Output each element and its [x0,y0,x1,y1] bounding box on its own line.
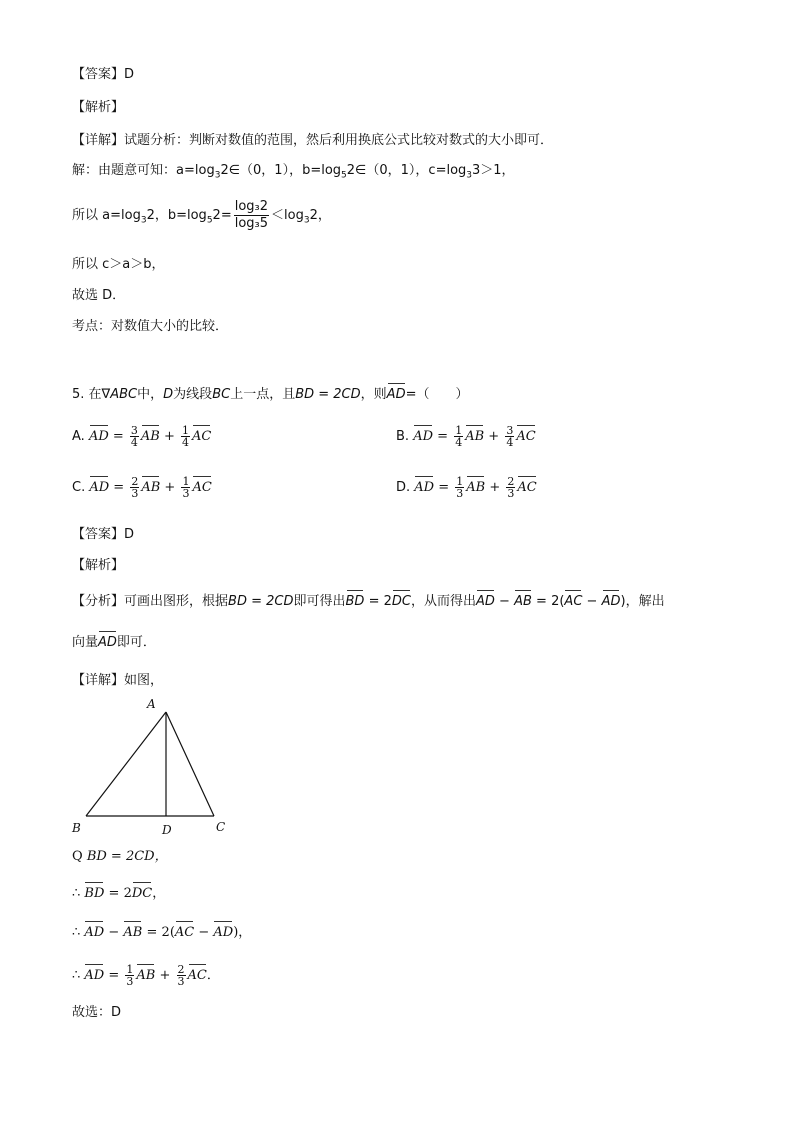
label-d: D [162,823,172,837]
lt-rest: 2， [309,208,331,223]
option-label: A. [72,429,85,444]
den: 4 [506,436,514,449]
vector-ad: AD [84,925,105,940]
solve-line [72,162,515,185]
sub: 3 [140,215,147,226]
so-label: 所以 [72,208,103,223]
vector-ab: AB [141,480,161,495]
vector-ad: AD [88,429,109,444]
vector-ad: AD [213,925,234,940]
vector-dc: DC [131,886,153,901]
solve-c: c=log [428,163,467,178]
solve-label: 解：由题意可知： [72,163,177,178]
answer-line-q5 [72,526,134,544]
stem-text: =（ ） [405,387,469,402]
answer-value: D [124,67,135,82]
so-a-rest: 2， [146,208,168,223]
so-line [72,198,331,239]
option-b[interactable]: B. AD = $\frac{1}{4}$ AB + $\frac{3}{4}$ AC [396,424,536,449]
vector-word: 向量 [72,635,99,650]
num: 3 [130,424,138,437]
question-number: 5. 在 [72,387,102,402]
lt-log: ＜log [271,208,304,223]
coef-two: 2 [161,925,170,940]
vector-ad: AD [89,480,110,495]
answer-tag: 【答案】 [72,67,125,82]
analysis-tag: 【解析】 [72,100,125,115]
fenxi-text: 可画出图形，根据 [124,594,229,609]
side-ab [86,712,166,816]
vector-ab: AB [123,925,143,940]
analysis-tag-prev [72,99,124,117]
vector-ab: AB [465,429,485,444]
coef-1 [455,476,464,499]
coef-two: 2 [123,886,132,901]
num: 2 [507,475,515,488]
frac-den: log₃5 [234,216,269,231]
log-fraction [234,199,269,232]
coef-2 [181,425,190,448]
den: 3 [177,975,185,988]
solve-a-rest: 2∈（0，1）， [220,163,303,178]
vector-ad: AD [476,594,495,609]
so-b-rest: 2= [212,208,232,223]
so-conclusion: 所以 c＞a＞b， [72,257,165,272]
coef-1 [130,425,139,448]
step-3: ∴ AD = $\frac{1}{3}$ AB + $\frac{2}{3}$ AC． [72,963,220,988]
fenxi-text: 即可． [116,635,156,650]
therefore-symbol: ∴ [72,886,81,901]
detail-tag: 【详解】 [72,133,125,148]
answer-line-prev [72,66,134,84]
den: 3 [507,487,515,500]
vector-ac: AC [517,480,537,495]
coef-1 [125,964,134,987]
step-0 [72,848,168,866]
sub: 3 [214,170,221,181]
stem-text: 中， [137,387,164,402]
solve-b: b=log [302,163,342,178]
solve-c-rest: 3＞1， [472,163,515,178]
num: 1 [456,475,464,488]
coef-2 [506,476,515,499]
detail-line-prev [72,132,553,150]
num: 1 [182,475,190,488]
fenxi-line: 【分析】可画出图形，根据BD = 2CD即可得出BD = 2DC，从而得出AD − AB = 2(AC − AD)，解出 [72,594,665,609]
num: 1 [182,424,190,437]
vector-bd: BD [345,594,365,609]
so-a: a=log [102,208,141,223]
so-b: b=log [167,208,207,223]
coef-2 [177,964,186,987]
option-label: D. [396,480,411,495]
sub: 3 [303,215,310,226]
triangle-symbol: ∇ABC [101,387,138,402]
option-label: B. [396,429,410,444]
vector-ad: AD [601,594,621,609]
step-1: ∴ BD = 2DC， [72,886,166,901]
therefore-symbol: ∴ [72,925,81,940]
segment-bc: BC [212,387,231,402]
solve-b-rest: 2∈（0，1）， [346,163,429,178]
coef-2 [505,425,514,448]
answer-value: D [124,527,135,542]
choose-prev: 故选 D． [72,288,126,303]
stem-text: 为线段 [173,387,213,402]
exam-point: 考点：对数值大小的比较． [72,319,229,334]
vector-ad: AD [413,429,434,444]
fenxi-line-2 [72,634,156,652]
question-5-stem [72,386,468,404]
vector-ad: AD [84,968,105,983]
vector-ac: AC [192,480,212,495]
sub: 3 [466,170,473,181]
vector-ac: AC [564,594,583,609]
sub: 5 [341,170,347,181]
coef-2 [181,476,190,499]
coef-two: 2 [383,594,392,609]
num: 1 [455,424,463,437]
vector-ab: AB [466,480,486,495]
label-a: A [147,697,156,711]
detail-text: 试题分析：判断对数值的范围，然后利用换底公式比较对数式的大小即可． [124,133,554,148]
because-symbol: Q [72,849,83,864]
option-a[interactable]: A. AD = $\frac{3}{4}$ AB + $\frac{1}{4}$ AC [72,424,212,449]
vector-dc: DC [391,594,411,609]
solve-a: a=log [176,163,215,178]
label-b: B [72,821,81,835]
answer-tag: 【答案】 [72,527,125,542]
vector-bd: BD [84,886,105,901]
den: 3 [456,487,464,500]
triangle-figure [66,694,236,840]
side-ac [166,712,214,816]
vector-ad: AD [98,635,117,650]
vector-ad: AD [386,387,406,402]
step-0-eq: BD = 2CD， [86,849,168,864]
num: 2 [131,475,139,488]
fenxi-text: ，解出 [625,594,665,609]
den: 3 [182,487,190,500]
stem-text: ，则 [360,387,387,402]
vector-ab: AB [136,968,156,983]
coef-1 [454,425,463,448]
coef-1 [130,476,139,499]
therefore-symbol: ∴ [72,968,81,983]
fenxi-tag: 【分析】 [72,594,125,609]
option-label: C. [72,480,86,495]
choose-q5: 故选：D [72,1005,122,1020]
coef-two: 2 [551,594,560,609]
den: 3 [131,487,139,500]
option-c[interactable]: C. AD = $\frac{2}{3}$ AB + $\frac{1}{3}$ AC [72,475,212,500]
label-c: C [216,820,226,834]
detail-line-q5 [72,672,163,690]
point-d: D [163,387,174,402]
vector-ac: AC [174,925,195,940]
vector-ab: AB [514,594,532,609]
fenxi-text: 即可得出 [293,594,346,609]
fenxi-text: ，从而得出 [410,594,476,609]
vector-ad: AD [414,480,435,495]
analysis-tag: 【解析】 [72,558,125,573]
stem-text: 上一点，且 [230,387,296,402]
sub: 5 [206,215,213,226]
num: 3 [506,424,514,437]
detail-text: 如图， [124,673,164,688]
vector-ac: AC [516,429,536,444]
fenxi-equation: BD = 2CD [228,594,294,609]
num: 1 [126,963,134,976]
detail-tag: 【详解】 [72,673,125,688]
frac-num: log₃2 [234,199,269,214]
vector-ab: AB [140,429,160,444]
vector-ac: AC [187,968,207,983]
den: 4 [130,436,138,449]
den: 4 [455,436,463,449]
step-2: ∴ AD − AB = 2(AC − AD)， [72,925,252,940]
option-d[interactable]: D. AD = $\frac{1}{3}$ AB + $\frac{2}{3}$ AC [396,475,537,500]
vector-ac: AC [192,429,212,444]
stem-equation: BD = 2CD [295,387,361,402]
den: 4 [182,436,190,449]
num: 2 [177,963,185,976]
den: 3 [126,975,134,988]
